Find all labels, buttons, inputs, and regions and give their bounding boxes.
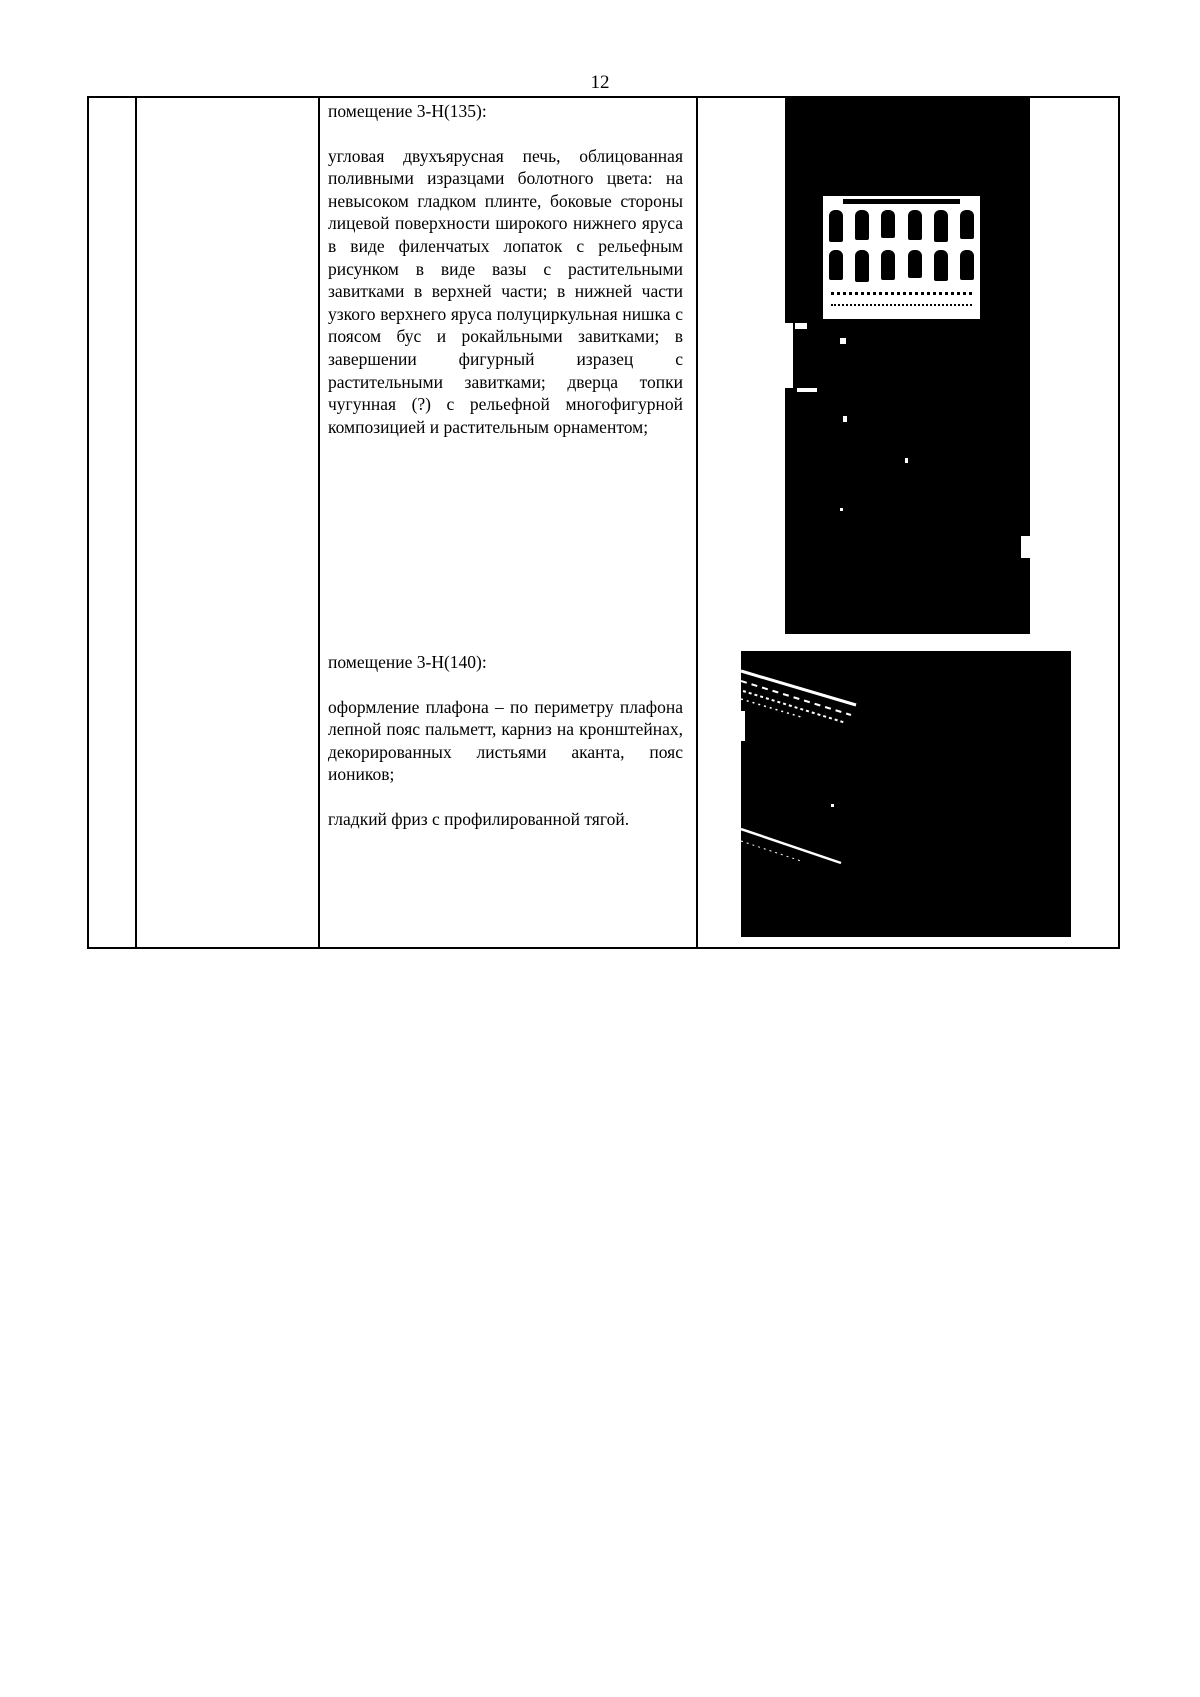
room-label-140: помещение 3-Н(140): [328,652,487,672]
room-label-135: помещение 3-Н(135): [328,101,487,121]
photo-ceiling [741,651,1071,937]
description-ceiling: оформление плафона – по периметру плафона лепной пояс пальметт, карниз на кронштейнах, декорированных листьями аканта, пояс иоников; [328,696,683,785]
page-number: 12 [590,72,610,93]
table-column-divider [696,98,698,947]
section-135-text [328,100,683,438]
ceiling-molding-image [741,651,1071,937]
section-140-text [328,651,683,831]
table-column-divider [135,98,137,947]
description-stove: угловая двухъярусная печь, облицованная поливными изразцами болотного цвета: на невысоком гладком плинте, боковые стороны лицевой поверхности широкого нижнего яруса в виде филенчатых лопаток с рельефным рисунком в виде вазы с растительными завитками в верхней части; в нижней части узкого верхнего яруса полуциркульная нишка с поясом бус и рокайльными завитками; в завершении фигурный изразец с растительными завитками; дверца топки чугунная (?) с рельефной многофигурной композицией и растительным орнаментом; [328,145,683,437]
wall-poster-image [823,196,980,319]
description-frieze: гладкий фриз с профилированной тягой. [328,808,630,829]
table-column-divider [318,98,320,947]
photo-stove [785,98,1030,634]
